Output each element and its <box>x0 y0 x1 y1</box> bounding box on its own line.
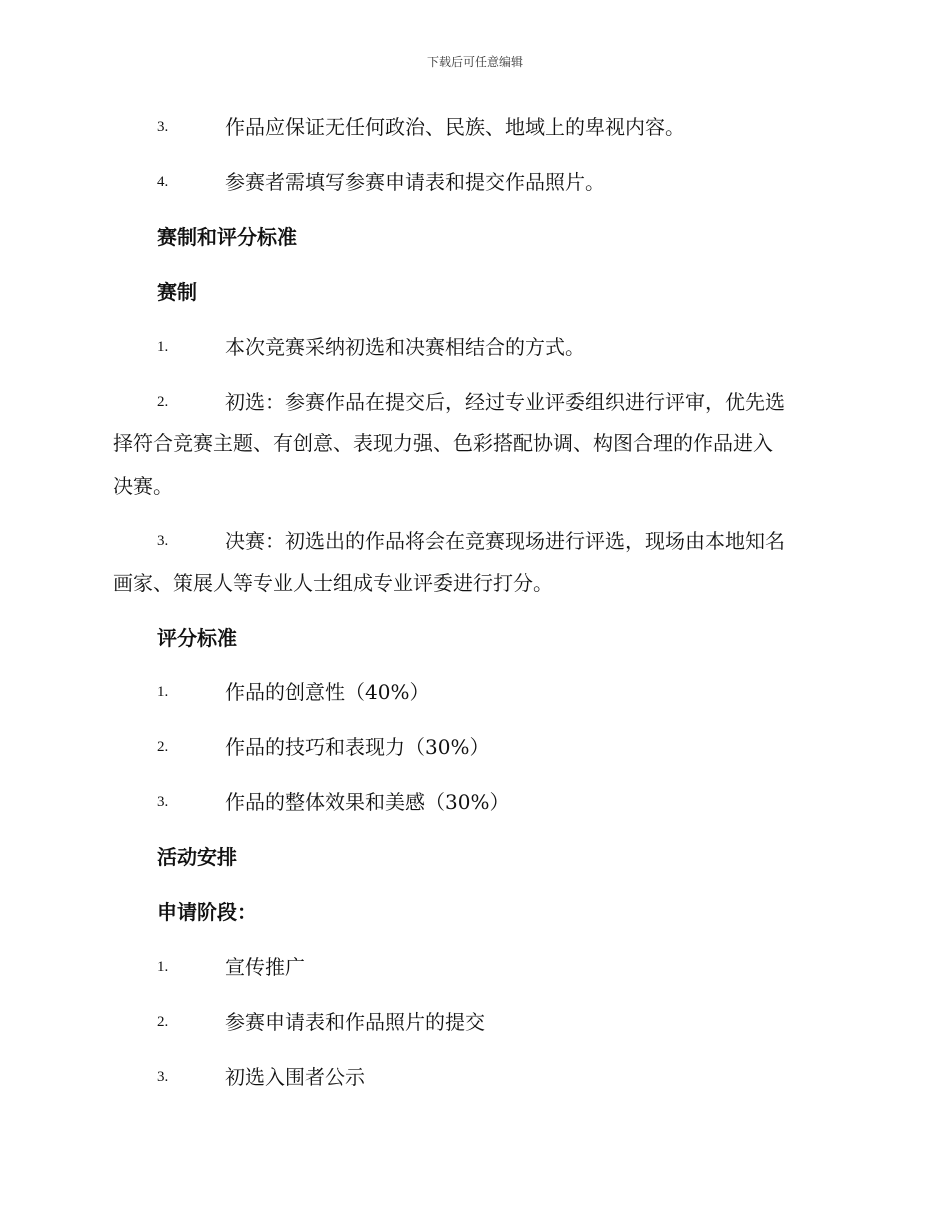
list-text: 初选：参赛作品在提交后，经过专业评委组织进行评审，优先选 <box>225 390 785 414</box>
section-heading-format: 赛制 <box>157 280 197 304</box>
list-text: 参赛者需填写参赛申请表和提交作品照片。 <box>225 170 605 194</box>
page-header: 下载后可任意编辑 <box>426 55 523 69</box>
section-heading-apply: 申请阶段： <box>157 900 257 924</box>
list-text-continuation: 决赛。 <box>113 474 173 498</box>
list-number: 2. <box>157 1014 169 1030</box>
list-number: 2. <box>157 739 169 755</box>
list-number: 3. <box>157 119 169 135</box>
list-text: 作品的整体效果和美感（30%） <box>225 790 510 814</box>
section-heading-competition: 赛制和评分标准 <box>157 225 297 249</box>
list-number: 3. <box>157 533 169 549</box>
list-text: 初选入围者公示 <box>225 1065 365 1089</box>
list-text: 宣传推广 <box>225 955 305 979</box>
list-text: 参赛申请表和作品照片的提交 <box>225 1010 485 1034</box>
list-text-continuation: 择符合竞赛主题、有创意、表现力强、色彩搭配协调、构图合理的作品进入 <box>113 431 773 455</box>
list-number: 3. <box>157 1069 169 1085</box>
list-number: 4. <box>157 174 169 190</box>
list-text-continuation: 画家、策展人等专业人士组成专业评委进行打分。 <box>113 571 553 595</box>
list-number: 1. <box>157 959 169 975</box>
list-number: 3. <box>157 794 169 810</box>
list-text: 作品的技巧和表现力（30%） <box>225 735 490 759</box>
section-heading-scoring: 评分标准 <box>157 626 237 650</box>
list-text: 决赛：初选出的作品将会在竞赛现场进行评选，现场由本地知名 <box>225 529 785 553</box>
list-number: 2. <box>157 394 169 410</box>
list-text: 作品的创意性（40%） <box>225 680 430 704</box>
list-text: 作品应保证无任何政治、民族、地域上的卑视内容。 <box>225 115 685 139</box>
section-heading-schedule: 活动安排 <box>157 845 237 869</box>
list-number: 1. <box>157 339 169 355</box>
list-number: 1. <box>157 684 169 700</box>
list-text: 本次竞赛采纳初选和决赛相结合的方式。 <box>225 335 585 359</box>
